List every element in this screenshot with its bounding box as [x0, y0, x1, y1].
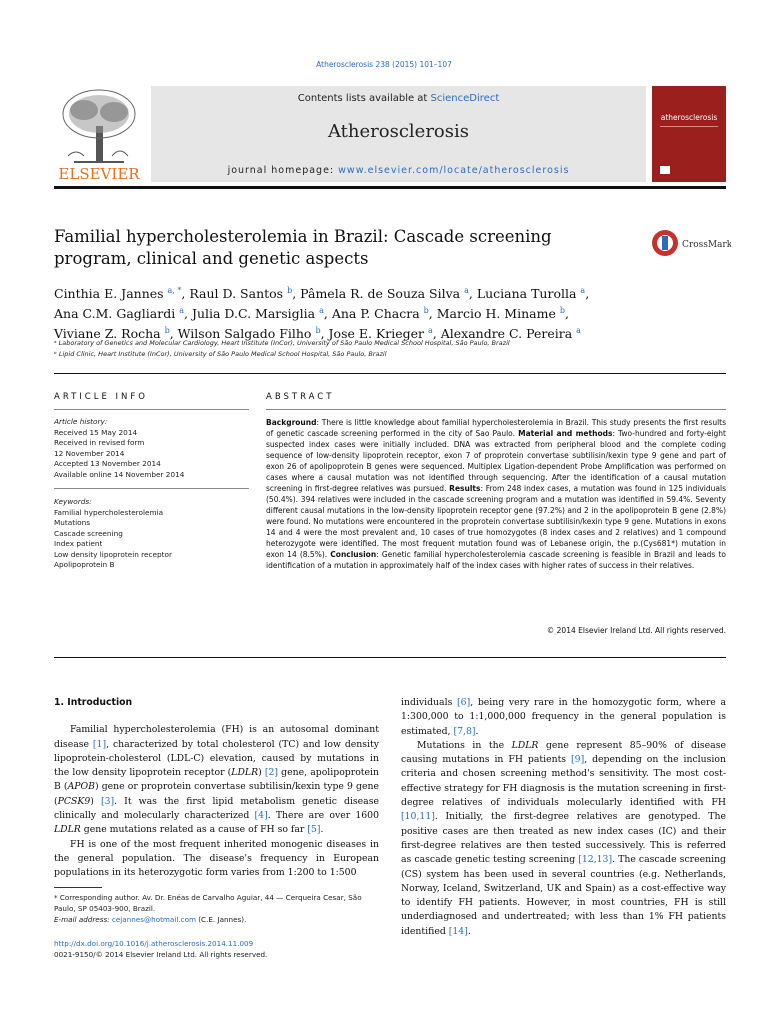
citation-link[interactable]: [9] [571, 754, 585, 766]
background-label: Background [266, 418, 317, 427]
abstract-heading: ABSTRACT [266, 392, 335, 402]
article-info-rule [54, 409, 249, 410]
keyword: Mutations [54, 518, 91, 527]
paragraph: Mutations in the LDLR gene represent 85–90% of disease causing mutations in FH patients [9], depending on the inclusion criteria and chosen screening method's sensitivity. The most cost-effective strategy for FH diagnosis is the mutation screening in first-degree relatives of individuals molecularly identified with FH [10,11]. Initially, the first-degree relatives are genotyped. The positive cases are then treated as new index cases (IC) and their first-degree relatives are then tested successively. This is referred as cascade genetic testing screening [12,13]. The cascade screening (CS) system has been used in several countries (e.g. Netherlands, Norway, Iceland, Switzerland, UK and Spain) as a cost-effective way to identify FH patients. However, in most countries, FH is still underdiagnosed and undertreated; with less than 1% FH patients identified [14]. [401, 739, 727, 937]
history-item: 12 November 2014 [54, 448, 125, 458]
author[interactable]: Alexandre C. Pereira $^a$ [440, 326, 581, 342]
keyword: Familial hypercholesterolemia [54, 507, 164, 517]
doi-link[interactable]: http://dx.doi.org/10.1016/j.atherosclerosis.2014.11.009 [54, 939, 254, 948]
article-info-heading: ARTICLE INFO [54, 392, 148, 402]
keyword: Cascade screening [54, 528, 123, 538]
citation-link[interactable]: [5] [307, 824, 321, 836]
author-list: Cinthia E. Jannes $^{a, *}$, Raul D. Santos $^b$, Pâmela R. de Souza Silva $^a$, Luciana Turolla $^a$, Ana C.M. Gagliardi $^a$, Julia D.C. Marsiglia $^a$, Ana P. Chacra $^b$, Marcio H. Miname $^b$, Viviane Z. Rocha $^b$, Wilson Salgado Filho $^b$, Jose E. Krieger $^a$, Alexandre C. Pereira $^a$ [54, 286, 590, 342]
affiliation-b: ᵇ Lipid Clinic, Heart Institute (InCor), University of São Paulo Medical School Hospital, São Paulo, Brazil [54, 350, 387, 358]
homepage-prefix: journal homepage: [227, 165, 339, 176]
journal-title: Atherosclerosis [327, 121, 469, 142]
cover-divider [660, 126, 718, 127]
history-item: Received 15 May 2014 [54, 427, 138, 437]
keywords [54, 497, 249, 571]
paragraph: FH is one of the most frequent inherited monogenic diseases in the general population. The disease's frequency in European populations in its heterozygotic form varies from 1:200 to 1:500 [54, 838, 379, 879]
keyword: Low density lipoprotein receptor [54, 549, 172, 559]
author[interactable]: Wilson Salgado Filho $^b$ [177, 326, 321, 342]
body-rule [54, 657, 726, 658]
contents-line [151, 93, 646, 104]
section-heading: 1. Introduction [54, 697, 133, 708]
section-rule [54, 373, 726, 374]
cover-title: atherosclerosis [660, 113, 718, 122]
author[interactable]: Marcio H. Miname $^b$ [436, 306, 565, 322]
citation-link[interactable]: [6] [457, 697, 471, 708]
footnote-rule [54, 887, 102, 888]
author[interactable]: Viviane Z. Rocha $^b$ [54, 326, 170, 342]
elsevier-logo [54, 86, 144, 182]
journal-citation[interactable]: Atherosclerosis 238 (2015) 101–107 [316, 60, 452, 69]
body-right-column [401, 696, 726, 939]
paragraph: individuals [6], being very rare in the homozygotic form, where a 1:300,000 to 1:1,000,000 frequency in the general population is estimated, [7,8]. [401, 697, 727, 737]
publisher-name: ELSEVIER [58, 165, 140, 182]
doi-block [54, 938, 379, 960]
author[interactable]: Jose E. Krieger $^a$ [328, 326, 433, 342]
email-note: E-mail address: cejannes@hotmail.com (C.E. Jannes). [54, 915, 247, 924]
crossmark-label: CrossMark [682, 240, 731, 250]
body-left-column [54, 696, 379, 881]
citation-link[interactable]: [1] [92, 738, 107, 750]
citation-link[interactable]: [12,13] [578, 854, 613, 866]
history-label: Article history: [54, 417, 108, 426]
abstract-text: Background: There is little knowledge about familial hypercholesterolemia in Brazil. This study presents the first results of genetic cascade screening performed in the city of Sao Paulo. Material and methods: Two-hundred and forty-eight suspected index cases were initially included. DNA was extracted from peripheral blood and the complete coding sequence of low-density lipoprotein receptor, exon 7 of proprotein convertase subtilisin/kexin type 9 gene and part of exon 26 of apolipoprotein B genes were sequenced. Multiplex Ligation-dependent Probe Amplification was performed on cases where a causal mutation was not identified through sequencing. After the identification of a causal mutation screening in first-degree relatives was pursued. Results: From 248 index cases, a mutation was found in 125 individuals (50.4%). 394 relatives were included in the cascade screening program and a mutation was identified in 59.4%. Seventy different causal mutations in the low-density lipoprotein receptor gene (97.2%) and 2 in the apolipoprotein B gene (2.8%) were found. No mutations were encountered in the proprotein convertase subtilisin/kexin type 9 gene. Mutations in exons 14 and 4 were the most prevalent and, 10 cases of true homozygotes (8 index cases and 2 relatives) and 1 compound heterozygote were identified. The most frequent mutation found was of Lebanese origin, the p.(Cys681*) mutation in exon 14 (8.5%). Conclusion: Genetic familial hypercholesterolemia cascade screening is feasible in Brazil and leads to identification of a mutation in approximately half of the index cases with higher rates of success in their relatives. [266, 418, 727, 570]
abstract-rule [266, 409, 726, 410]
article-title: Familial hypercholesterolemia in Brazil: Cascade screening program, clinical and genetic aspects [54, 227, 552, 268]
affiliation-a: ᵃ Laboratory of Genetics and Molecular Cardiology, Heart Institute (InCor), University of São Paulo Medical School Hospital, São Paulo, Brazil [54, 339, 510, 347]
crossmark-button[interactable] [651, 228, 731, 258]
author[interactable]: Ana P. Chacra $^b$ [331, 306, 429, 322]
footnote [54, 892, 379, 925]
author[interactable]: Julia D.C. Marsiglia $^a$ [191, 306, 324, 322]
article-history [54, 417, 249, 480]
history-item: Received in revised form [54, 438, 145, 447]
author[interactable]: Raul D. Santos $^b$ [189, 286, 293, 302]
author[interactable]: Ana C.M. Gagliardi $^a$ [54, 306, 184, 322]
author[interactable]: Pâmela R. de Souza Silva $^a$ [300, 286, 469, 302]
abstract-copyright: © 2014 Elsevier Ireland Ltd. All rights reserved. [546, 626, 726, 635]
keywords-rule [54, 488, 249, 489]
tree-logo-icon [54, 86, 144, 182]
author[interactable]: Cinthia E. Jannes $^{a, *}$ [54, 286, 182, 302]
methods-label: Material and methods [518, 429, 613, 438]
author[interactable]: Luciana Turolla $^a$ [476, 286, 586, 302]
contents-prefix: Contents lists available at [297, 93, 431, 104]
crossmark-icon [651, 228, 731, 258]
citation-link[interactable]: [3] [100, 795, 115, 807]
sciencedirect-link[interactable]: ScienceDirect [430, 93, 500, 104]
paragraph: Familial hypercholesterolemia (FH) is an autosomal dominant disease [1], characterized by total cholesterol (TC) and low density lipoprotein-cholesterol (LDL-C) elevation, caused by mutations in the low density lipoprotein receptor (LDLR) [2] gene, apolipoprotein B (APOB) gene or proprotein convertase subtilisin/kexin type 9 gene (PCSK9) [3]. It was the first lipid metabolism genetic disease clinically and molecularly characterized [4]. There are over 1600 LDLR gene mutations related as a cause of FH so far [5]. [54, 724, 380, 836]
issn-line: 0021-9150/© 2014 Elsevier Ireland Ltd. All rights reserved. [54, 950, 268, 959]
header-rule [54, 186, 726, 189]
journal-homepage-line [151, 165, 646, 176]
keywords-label: Keywords: [54, 497, 92, 506]
cover-emblem-icon [660, 166, 670, 174]
citation-link[interactable]: [14] [448, 925, 468, 937]
citation-link[interactable]: [7,8] [453, 725, 476, 737]
citation-link[interactable]: [10,11] [401, 811, 435, 823]
keyword: Index patient [54, 539, 103, 548]
keyword: Apolipoprotein B [54, 560, 115, 569]
results-label: Results [449, 484, 481, 493]
email-link[interactable]: cejannes@hotmail.com [111, 915, 196, 924]
corresponding-author-note: * Corresponding author. Av. Dr. Enéas de Carvalho Aguiar, 44 — Cerqueira Cesar, São Paulo, SP 05403-900, Brazil. [54, 893, 362, 913]
homepage-link[interactable]: www.elsevier.com/locate/atherosclerosis [338, 165, 570, 176]
affiliations [54, 338, 694, 360]
citation-link[interactable]: [4] [254, 810, 268, 822]
citation-link[interactable]: [2] [264, 767, 279, 779]
journal-cover-thumbnail [652, 86, 726, 182]
history-item: Accepted 13 November 2014 [54, 459, 161, 468]
conclusion-label: Conclusion [330, 550, 377, 559]
history-item: Available online 14 November 2014 [54, 469, 185, 479]
